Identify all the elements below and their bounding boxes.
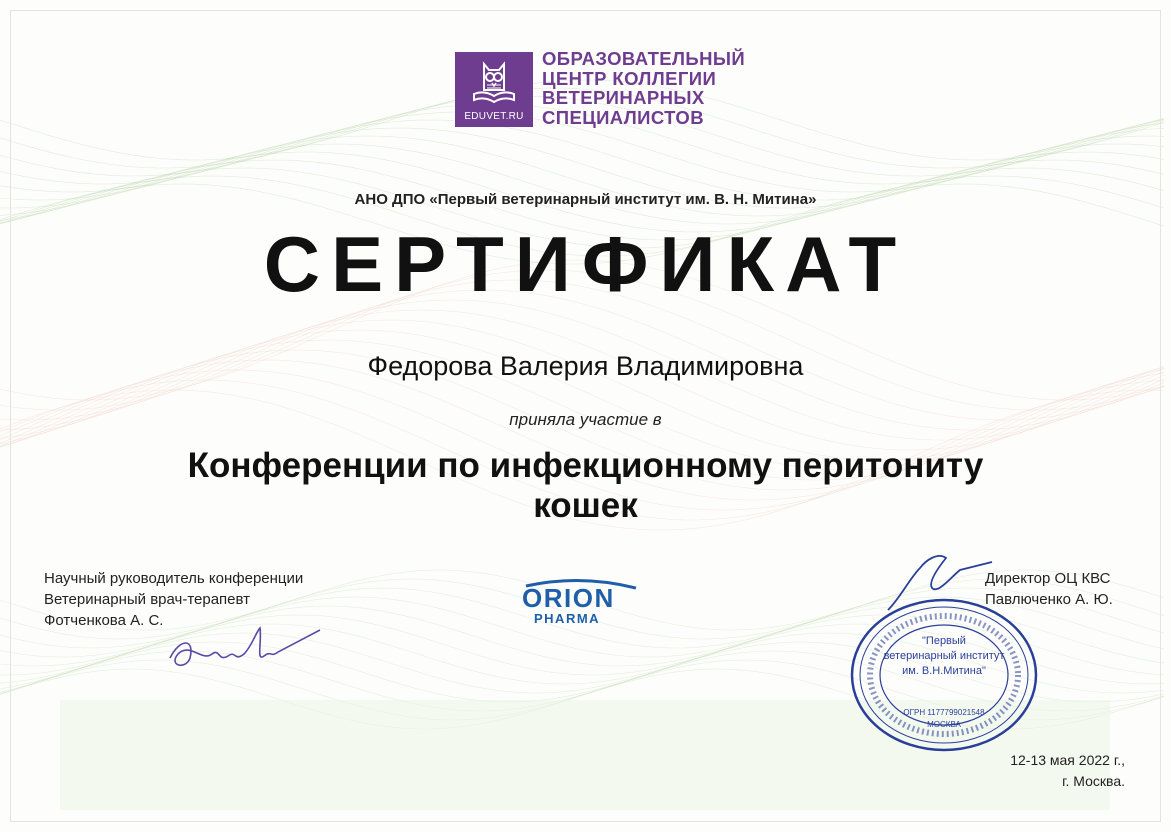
right-signature [880, 548, 1000, 618]
institute-name: АНО ДПО «Первый ветеринарный институт им. В. Н. Митина» [354, 191, 817, 208]
orion-pharma-logo [518, 578, 642, 626]
issue-date-place [1010, 750, 1125, 792]
org-name-line: ОБРАЗОВАТЕЛЬНЫЙ [542, 48, 746, 69]
left-signature [160, 618, 330, 678]
organization-name [542, 49, 802, 127]
stamp-city: МОСКВА [927, 720, 961, 729]
org-name-line: СПЕЦИАЛИСТОВ [542, 106, 704, 128]
event-name [120, 446, 1051, 526]
event-name-line: кошек [533, 486, 638, 525]
owl-icon [469, 56, 519, 106]
event-name-line: Конференции по инфекционному перитониту [187, 446, 984, 485]
orion-wordmark: ORION [522, 583, 615, 613]
right-signatory-name: Павлюченко А. Ю. [985, 591, 1113, 608]
stamp-line: "Первый [922, 635, 966, 647]
left-signatory-name: Фотченкова А. С. [44, 612, 164, 629]
org-name-line: ВЕТЕРИНАРНЫХ [542, 87, 705, 108]
recipient-name: Федорова Валерия Владимировна [367, 351, 804, 381]
issue-date: 12-13 мая 2022 г., [1010, 752, 1125, 768]
org-name-line: ЦЕНТР КОЛЛЕГИИ [542, 67, 717, 89]
participation-text: приняла участие в [509, 410, 662, 429]
pharma-wordmark: PHARMA [534, 611, 601, 626]
stamp-line: им. В.Н.Митина" [902, 665, 986, 677]
stamp-line: ветеринарный институт [883, 650, 1005, 662]
stamp-ogrn: ОГРН 1177799021548 [903, 708, 985, 717]
logo-caption: EDUVET.RU [464, 111, 524, 122]
right-signatory-role: Директор ОЦ КВС [985, 570, 1111, 587]
stamp-organization [868, 634, 1020, 679]
eduvet-logo [455, 52, 533, 127]
left-signatory-position: Ветеринарный врач-терапевт [44, 591, 251, 608]
certificate-title: СЕРТИФИКАТ [263, 220, 908, 308]
issue-city: г. Москва. [1062, 773, 1125, 789]
official-stamp [848, 596, 1040, 754]
left-signatory-role: Научный руководитель конференции [44, 570, 304, 587]
